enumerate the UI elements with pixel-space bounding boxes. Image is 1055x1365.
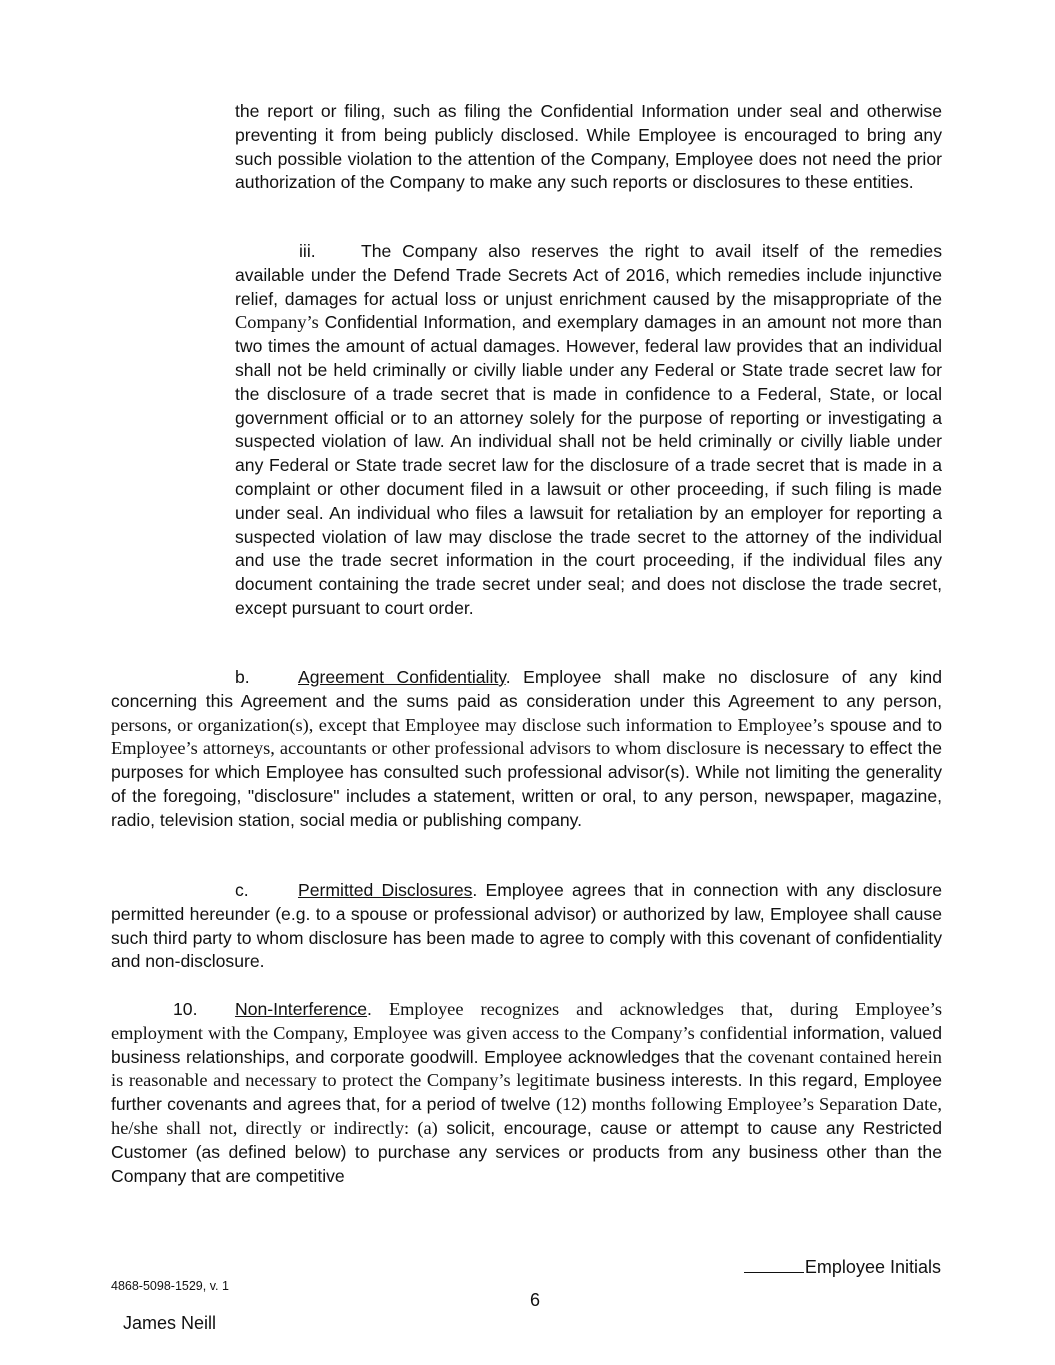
section-10-title: Non-Interference — [235, 999, 368, 1019]
section-c — [111, 879, 942, 974]
section-10-text-serif2: the covenant contained herein is reasonable and necessary to protect the Company’s legitimate — [111, 1046, 942, 1091]
section-b-title: Agreement Confidentiality — [298, 667, 506, 687]
section-c-number: c. — [235, 880, 249, 900]
section-10-text-b: information, valued business relationships, and corporate goodwill. Employee acknowledges that — [111, 1022, 942, 1067]
employee-initials — [744, 1255, 941, 1280]
section-c-text: . Employee agrees that in connection with any disclosure permitted hereunder (e.g. to a spouse or professional advisor) or authorized by law, Employee shall cause such third party to whom disclosure has been made to agree to comply with this covenant of confidentiality and non-disclosure. — [111, 880, 942, 972]
section-iii-text-b: Confidential Information, and exemplary damages in an amount not more than two times the amount of actual damages. However, federal law provides that an individual shall not be held criminally or civilly liable under any Federal or State trade secret law for the disclosure of a trade secret that is made in confidence to a Federal, State, or local government official or to an attorney solely for the purpose of reporting or investigating a suspected violation of law. An individual shall not be held criminally or civilly liable under any Federal or State trade secret law for the disclosure of a trade secret that is made in a complaint or other document filed in a lawsuit or other proceeding, if such filing is made under seal. An individual who files a lawsuit for retaliation by an employer for reporting a suspected violation of law may disclose the trade secret to the attorney of the individual and use the trade secret information in the court proceeding, if the individual files any document containing the trade secret under seal; and does not disclose the trade secret, except pursuant to court order. — [235, 312, 942, 618]
section-b-text-b: spouse and to — [824, 714, 942, 735]
section-b-text-serif: persons, or organization(s), except that Employee may disclose such information to Employee’s — [111, 714, 825, 735]
document-id: 4868-5098-1529, v. 1 — [111, 1279, 229, 1293]
section-b-text-serif2: Employee’s attorneys, accountants or other professional advisors to whom disclosure — [111, 738, 741, 759]
section-iii — [235, 240, 942, 621]
initials-blank-line — [744, 1255, 804, 1273]
section-10 — [111, 998, 942, 1188]
section-b-number: b. — [235, 667, 250, 687]
section-iii-number: iii. — [299, 241, 316, 261]
section-iii-text-serif: Company’s — [235, 312, 319, 333]
section-iii-text-a: The Company also reserves the right to avail itself of the remedies available under the Defend Trade Secrets Act of 2016, which remedies include injunctive relief, damages for actual loss or unjust enrichment caused by the misappropriate of the — [235, 241, 942, 309]
page-number: 6 — [529, 1290, 540, 1310]
section-10-text-serif3: (12) months following Employee’s Separation Date, he/she shall not, directly or indirectly: (a) — [111, 1094, 942, 1138]
section-c-title: Permitted Disclosures — [298, 880, 473, 900]
section-10-text-d: solicit, encourage, cause or attempt to cause any Restricted Customer (as defined below) to purchase any services or products from any business other than the Company that are competitive — [111, 1117, 942, 1186]
section-b-text-c: is necessary to effect the purposes for which Employee has consulted such professional advisor(s). While not limiting the generality of the foregoing, "disclosure" includes a statement, written or oral, to any person, newspaper, magazine, radio, television station, social media or publishing company. — [111, 738, 942, 830]
section-10-number: 10. — [173, 999, 198, 1019]
initials-label: Employee Initials — [804, 1257, 941, 1277]
paragraph-continuation: the report or filing, such as filing the Confidential Information under seal and otherwise preventing it from being publicly disclosed. While Employee is encouraged to bring any such possible violation to the attention of the Company, Employee does not need the prior authorization of the Company to make any such reports or disclosures to these entities. — [235, 101, 942, 193]
section-10-text-serif: Employee recognizes and acknowledges that, during Employee’s employment with the Company, Employee was given access to the Company’s confidential — [111, 999, 942, 1043]
section-b-text-a: . Employee shall make no disclosure of any kind concerning this Agreement and the sums paid as consideration under this Agreement to any person, — [111, 667, 942, 711]
section-b — [111, 666, 942, 833]
section-10-text-a: . — [367, 999, 372, 1019]
employee-name: James Neill — [123, 1313, 217, 1333]
section-10-text-c: business interests. In this regard, Employee further covenants and agrees that, for a period of twelve — [111, 1070, 943, 1115]
